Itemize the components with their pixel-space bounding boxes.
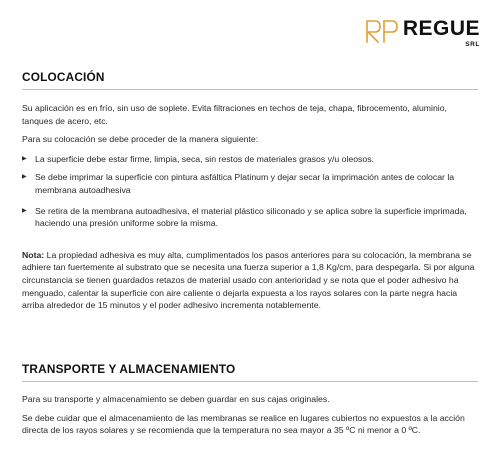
- rp-monogram-icon: [365, 18, 399, 44]
- list-item-text: Se debe imprimar la superficie con pintura asfáltica Platinum y dejar secar la imprimación antes de colocar la membrana autoadhesiva: [35, 172, 455, 195]
- list-item: [22, 171, 478, 196]
- section-colocacion: [22, 70, 478, 312]
- paragraph: Para su colocación se debe proceder de la manera siguiente:: [22, 134, 259, 145]
- note-label: Nota:: [22, 249, 45, 260]
- brand-logo: [365, 18, 480, 48]
- note-text: La propiedad adhesiva es muy alta, cumplimentados los pasos anteriores para su colocación, la membrana se adhiere tan fuertemente al substrato que se necesita una fuerza superior a 1,8 Kg/cm, para despegarla. Si por alguna circunstancia se tienen guardados retazos de material usado con anterioridad y se nota que el poder adhesivo ha menguado, calentar la superficie con aire caliente o dejarla expuesta a los rayos solares con la parte negra hacia arriba alrededor de 15 minutos y el poder adhesivo incrementa notablemente.: [22, 249, 475, 311]
- svg-text:RP: RP: [373, 35, 376, 36]
- section-title: TRANSPORTE Y ALMACENAMIENTO: [22, 362, 236, 376]
- brand-name: REGUE: [402, 17, 480, 40]
- list-item: [22, 205, 478, 230]
- paragraph: Su aplicación es en frío, sin uso de soplete. Evita filtraciones en techos de teja, chapa, fibrocemento, aluminio, tanques de acero, etc.: [22, 103, 447, 126]
- section-divider: [22, 89, 478, 90]
- note-paragraph: [22, 249, 478, 312]
- bullet-arrow-icon: ▶: [22, 174, 27, 181]
- section-transporte: [22, 362, 478, 437]
- list-item: [22, 153, 478, 166]
- list-item-text: La superficie debe estar firme, limpia, seca, sin restos de materiales grasos y/u oleosos.: [35, 153, 374, 164]
- section-title: COLOCACIÓN: [22, 70, 105, 84]
- brand-suffix: SRL: [465, 41, 480, 48]
- bullet-arrow-icon: ▶: [22, 155, 27, 162]
- paragraph: Se debe cuidar que el almacenamiento de las membranas se realice en lugares cubiertos no expuestos a la acción directa de los rayos solares y se recomienda que la temperatura no sea mayor a 35 ºC ni menor a 0 ºC.: [22, 412, 465, 436]
- section-divider: [22, 381, 478, 382]
- list-item-text: Se retira de la membrana autoadhesiva, el material plástico siliconado y se aplica sobre la superficie imprimada, haciendo una presión uniforme sobre la misma.: [35, 205, 467, 229]
- paragraph: Para su transporte y almacenamiento se deben guardar en sus cajas originales.: [22, 394, 330, 404]
- bullet-arrow-icon: ▶: [22, 207, 27, 214]
